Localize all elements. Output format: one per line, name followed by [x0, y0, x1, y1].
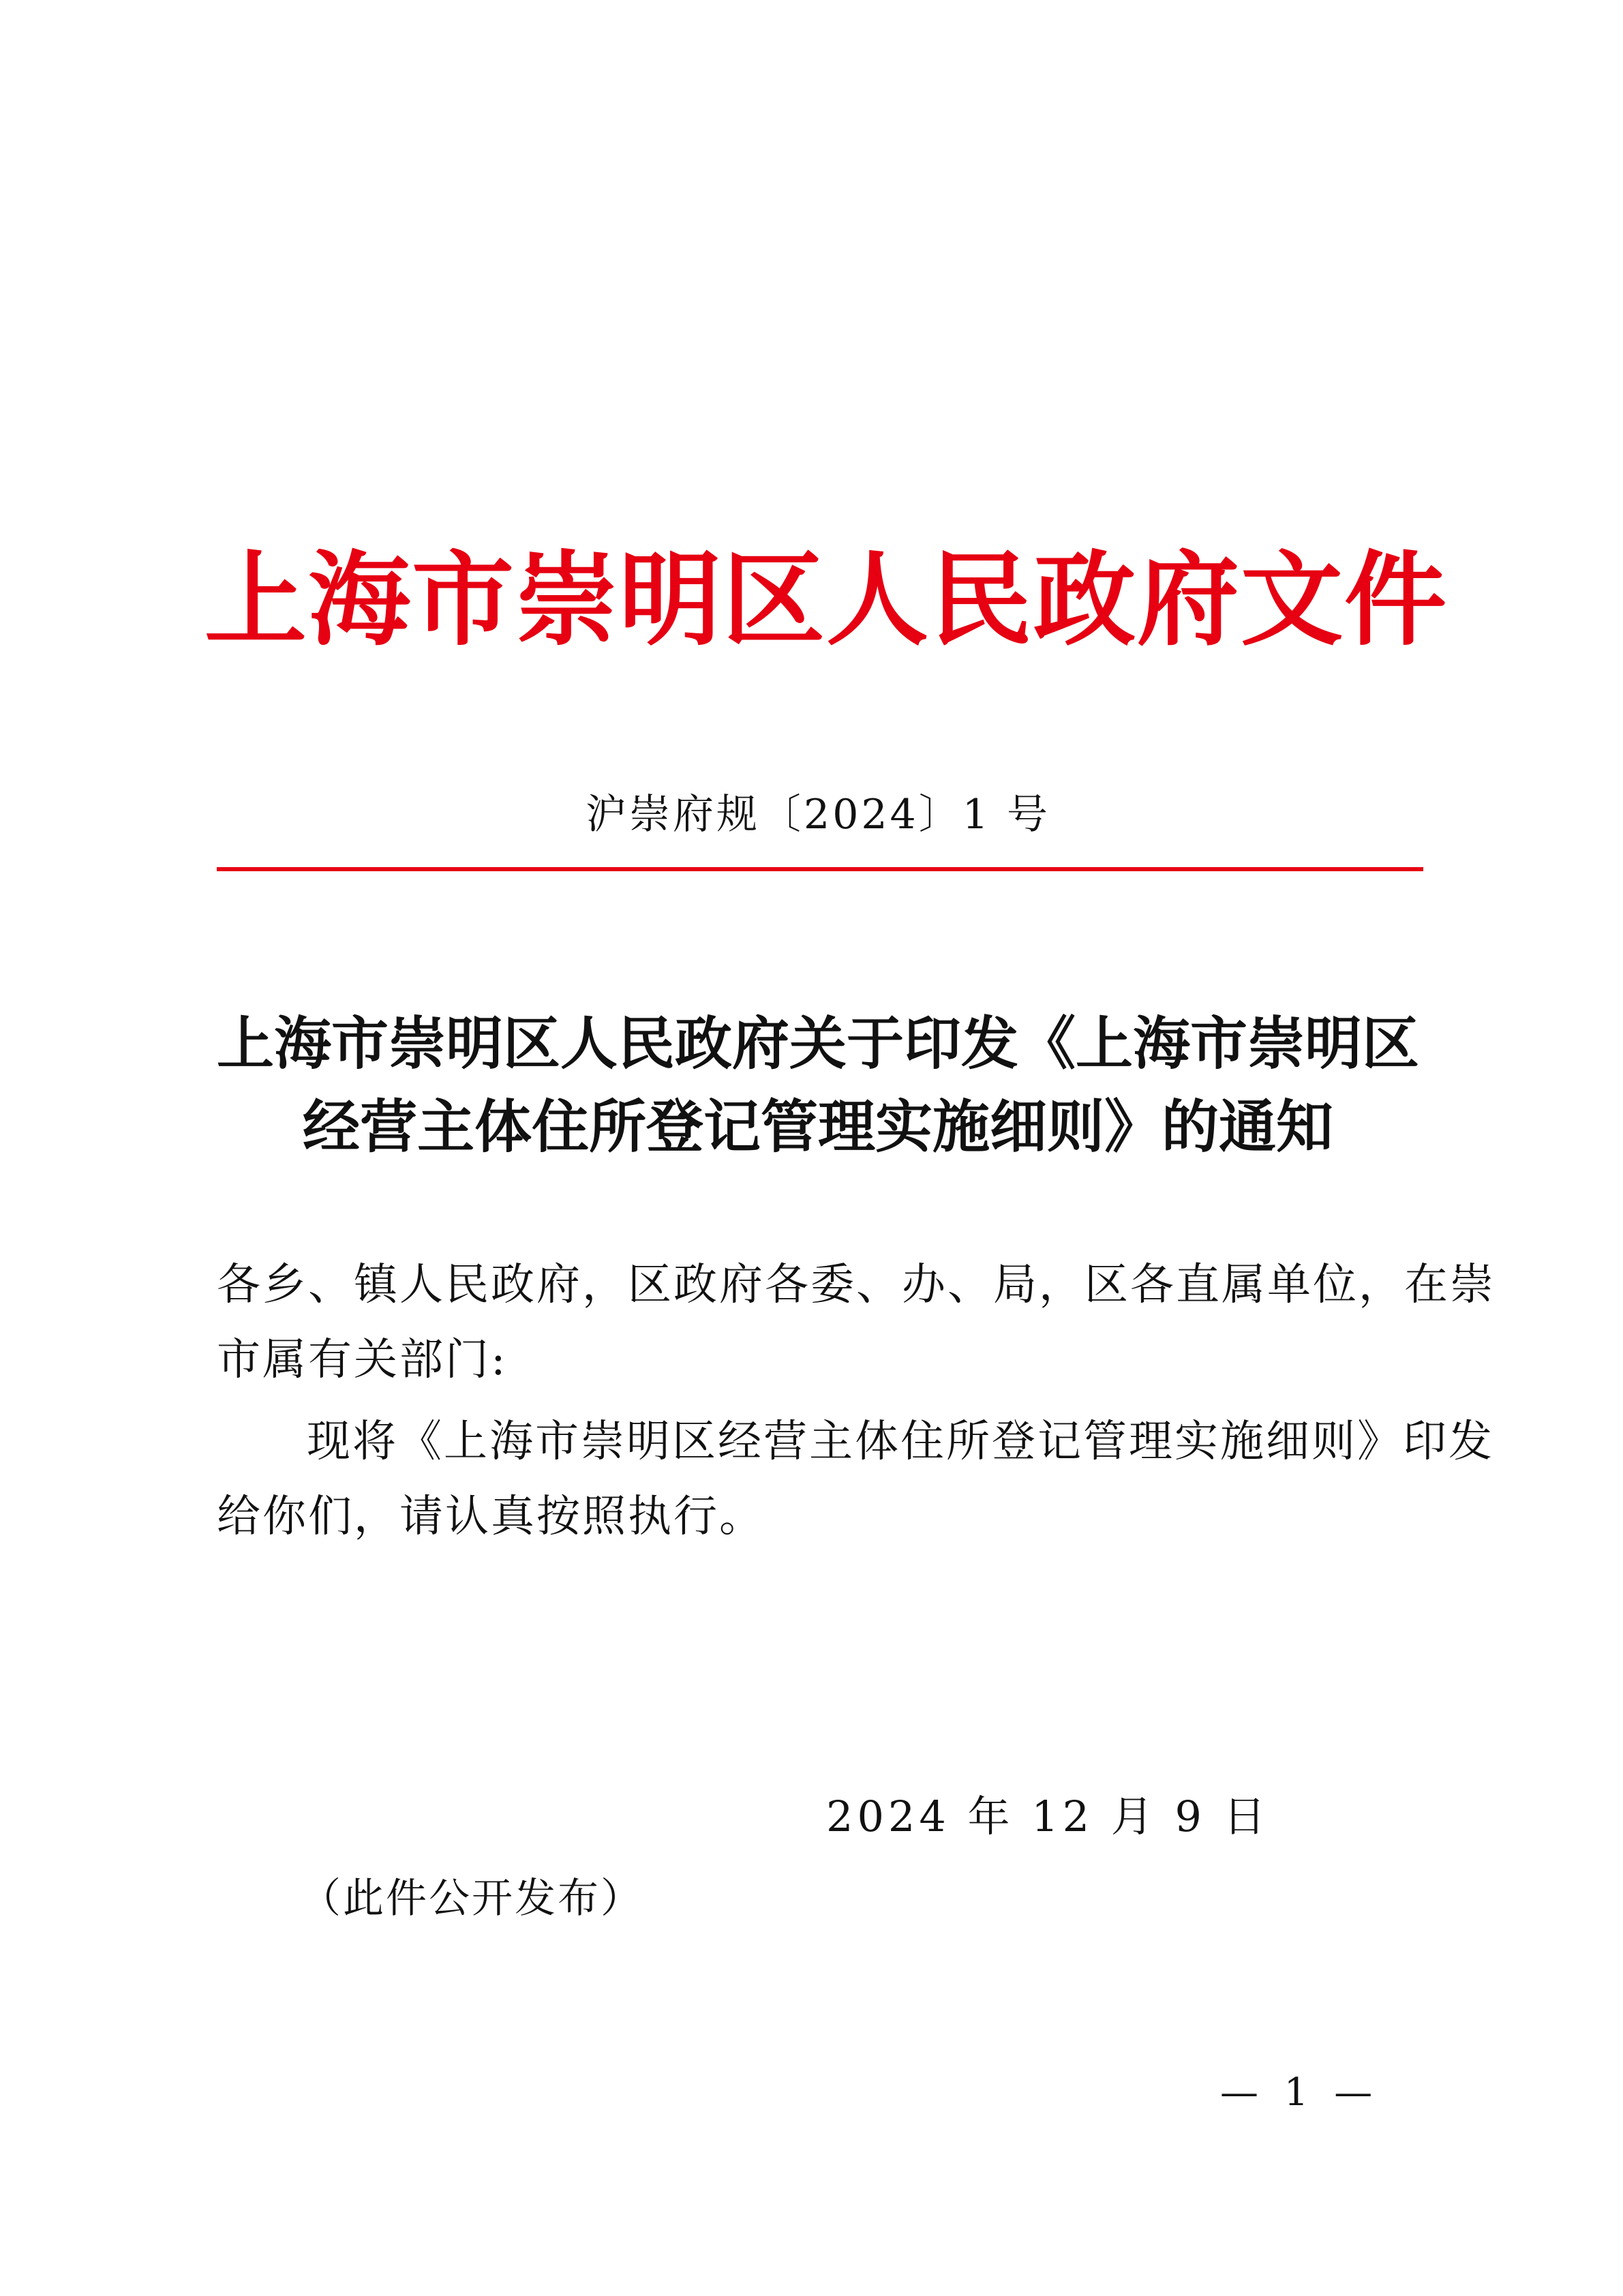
issue-date: 2024 年 12 月 9 日	[826, 1792, 1270, 1841]
title-line-1: 上海市崇明区人民政府关于印发《上海市崇明区	[216, 1010, 1419, 1077]
body-paragraph-line-1: 现将《上海市崇明区经营主体住所登记管理实施细则》印发	[307, 1417, 1494, 1467]
public-release-note: （此件公开发布）	[300, 1875, 643, 1922]
body-paragraph-line-2: 给你们，请认真按照执行。	[217, 1492, 765, 1542]
masthead-title: 上海市崇明区人民政府文件	[204, 540, 1448, 660]
document-title	[204, 1002, 1431, 1168]
page-number: — 1 —	[1220, 2070, 1380, 2115]
salutation-line-2: 市属有关部门:	[217, 1335, 508, 1385]
red-separator-line	[217, 867, 1423, 871]
document-number: 沪崇府规〔2024〕1 号	[586, 791, 1050, 839]
title-line-2: 经营主体住所登记管理实施细则》的通知	[302, 1093, 1333, 1160]
salutation-line-1: 各乡、镇人民政府，区政府各委、办、局，区各直属单位，在崇	[217, 1260, 1496, 1310]
